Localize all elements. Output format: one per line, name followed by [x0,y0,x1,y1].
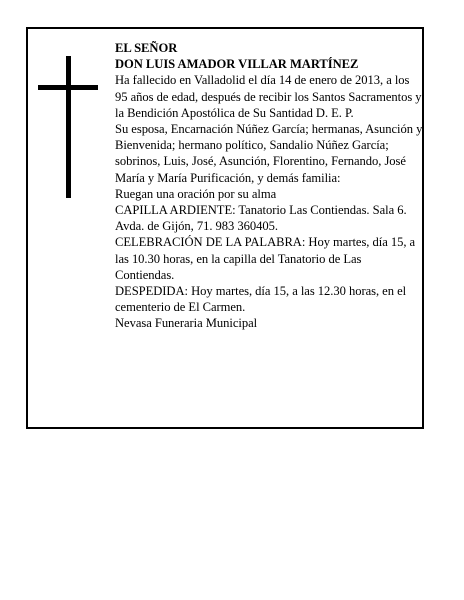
notice-deceased-name: DON LUIS AMADOR VILLAR MARTÍNEZ [115,57,359,72]
notice-death-announcement: Ha fallecido en Valladolid el día 14 de enero de 2013, a los 95 años de edad, después de recibir los Santos Sacramentos y la Bendición Apostólica de Su Santidad D. E. P. [115,73,422,120]
cross-icon [38,56,98,198]
notice-funeral-home: Nevasa Funeraria Municipal [115,316,258,331]
notice-text [115,40,423,332]
obituary-notice [26,27,424,429]
notice-farewell-info: DESPEDIDA: Hoy martes, día 15, a las 12.30 horas, en el cementerio de El Carmen. [115,284,407,315]
notice-ceremony-info: CELEBRACIÓN DE LA PALABRA: Hoy martes, día 15, a las 10.30 horas, en la capilla del Tanatorio de Las Contiendas. [115,235,416,282]
notice-title-honorific: EL SEÑOR [115,41,178,55]
notice-prayer-request: Ruegan una oración por su alma [115,186,277,201]
notice-chapel-info: CAPILLA ARDIENTE: Tanatorio Las Contiendas. Sala 6. Avda. de Gijón, 71. 983 360405. [115,203,407,234]
notice-family-list: Su esposa, Encarnación Núñez García; hermanas, Asunción y Bienvenida; hermano político, Sandalio Núñez García; sobrinos, Luis, José, Asunción, Florentino, Fernando, José María y María Purificación, y demás familia: [115,122,423,185]
cross-vertical-bar [66,56,71,198]
cross-horizontal-bar [38,85,98,90]
